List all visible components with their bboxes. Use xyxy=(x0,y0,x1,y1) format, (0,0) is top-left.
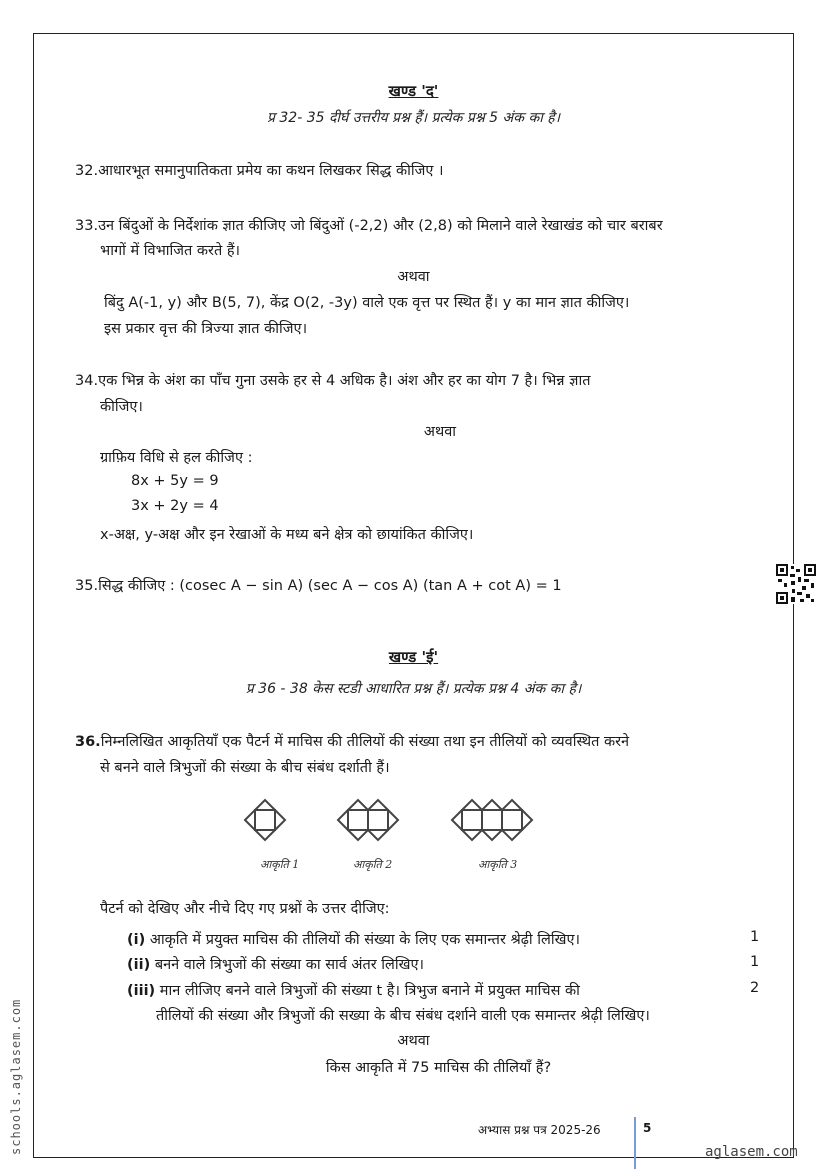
part-i: (i) आकृति में प्रयुक्त माचिस की तीलियों की संख्या के लिए एक समान्तर श्रेढ़ी लिखिए। xyxy=(127,932,580,948)
matchstick-figures xyxy=(230,790,560,880)
section-d-title: खण्ड 'द' xyxy=(388,82,439,100)
question-33-line1: 33.उन बिंदुओं के निर्देशांक ज्ञात कीजिए जो बिंदुओं (-2,2) और (2,8) को मिलाने वाले रेखाखंड को चार बराबर xyxy=(75,218,663,234)
question-33-or: अथवा xyxy=(397,269,430,285)
section-e-subtitle: प्र 36 - 38 केस स्टडी आधारित प्रश्न हैं। प्रत्येक प्रश्न 4 अंक का है। xyxy=(245,681,582,697)
figure-1-label: आकृति 1 xyxy=(260,858,300,871)
question-34-line1: 34.एक भिन्न के अंश का पाँच गुना उसके हर से 4 अधिक है। अंश और हर का योग 7 है। भिन्न ज्ञात xyxy=(75,373,591,389)
question-34-alt-end: x-अक्ष, y-अक्ष और इन रेखाओं के मध्य बने क्षेत्र को छायांकित कीजिए। xyxy=(100,527,474,543)
qr-code-icon xyxy=(776,564,816,604)
section-e-title: खण्ड 'ई' xyxy=(388,648,439,666)
figure-2-shape xyxy=(338,800,398,840)
figure-3-shape xyxy=(452,800,532,840)
question-34-line2: कीजिए। xyxy=(100,399,143,415)
question-36-line1: 36.निम्नलिखित आकृतियाँ एक पैटर्न में माचिस की तीलियों की संख्या तथा इन तीलियों को व्यवस्थित करने xyxy=(75,734,630,750)
question-34-alt-intro: ग्राफ़िय विधि से हल कीजिए : xyxy=(100,450,253,466)
question-34-or: अथवा xyxy=(423,424,457,440)
question-33-line2: भागों में विभाजित करते हैं। xyxy=(100,243,241,259)
question-32: 32.आधारभूत समानुपातिकता प्रमेय का कथन लिखकर सिद्ध कीजिए । xyxy=(75,163,444,179)
part-iii: (iii) मान लीजिए बनने वाले त्रिभुजों की संख्या t है। त्रिभुज बनाने में प्रयुक्त माचिस की xyxy=(127,983,580,999)
question-36-or: अथवा xyxy=(397,1033,430,1049)
question-36-instruction: पैटर्न को देखिए और नीचे दिए गए प्रश्नों के उत्तर दीजिए: xyxy=(100,901,390,917)
page-number: 5 xyxy=(643,1121,652,1135)
equation-2: 3x + 2y = 4 xyxy=(131,498,219,514)
question-33-alt1: बिंदु A(-1, y) और B(5, 7), केंद्र O(2, -3y) वाले एक वृत्त पर स्थित हैं। y का मान ज्ञात कीजिए। xyxy=(104,295,630,311)
figure-2-label: आकृति 2 xyxy=(353,858,393,871)
footer-title: अभ्यास प्रश्न पत्र 2025-26 xyxy=(478,1123,601,1137)
figure-3-label: आकृति 3 xyxy=(478,858,518,871)
figure-1-shape xyxy=(245,800,285,840)
part-ii-marks: 1 xyxy=(750,954,760,970)
question-36-line2: से बनने वाले त्रिभुजों की संख्या के बीच संबंध दर्शाती हैं। xyxy=(100,760,390,776)
part-iii-line2: तीलियों की संख्या और त्रिभुजों की सख्या के बीच संबंध दर्शाने वाली एक समान्तर श्रेढ़ी लिखिए। xyxy=(156,1008,650,1024)
part-i-marks: 1 xyxy=(750,929,760,945)
question-33-alt2: इस प्रकार वृत्त की त्रिज्या ज्ञात कीजिए। xyxy=(104,321,308,337)
site-watermark: aglasem.com xyxy=(705,1144,798,1160)
footer-divider xyxy=(634,1117,636,1169)
part-iii-marks: 2 xyxy=(750,980,760,996)
question-35: 35.सिद्ध कीजिए : (cosec A − sin A) (sec A − cos A) (tan A + cot A) = 1 xyxy=(75,578,562,594)
side-watermark: schools.aglasem.com xyxy=(9,998,23,1155)
question-36-alt: किस आकृति में 75 माचिस की तीलियाँ हैं? xyxy=(325,1060,552,1076)
section-d-subtitle: प्र 32- 35 दीर्घ उत्तरीय प्रश्न हैं। प्रत्येक प्रश्न 5 अंक का है। xyxy=(266,110,561,126)
equation-1: 8x + 5y = 9 xyxy=(131,473,219,489)
part-ii: (ii) बनने वाले त्रिभुजों की संख्या का सार्व अंतर लिखिए। xyxy=(127,957,425,973)
